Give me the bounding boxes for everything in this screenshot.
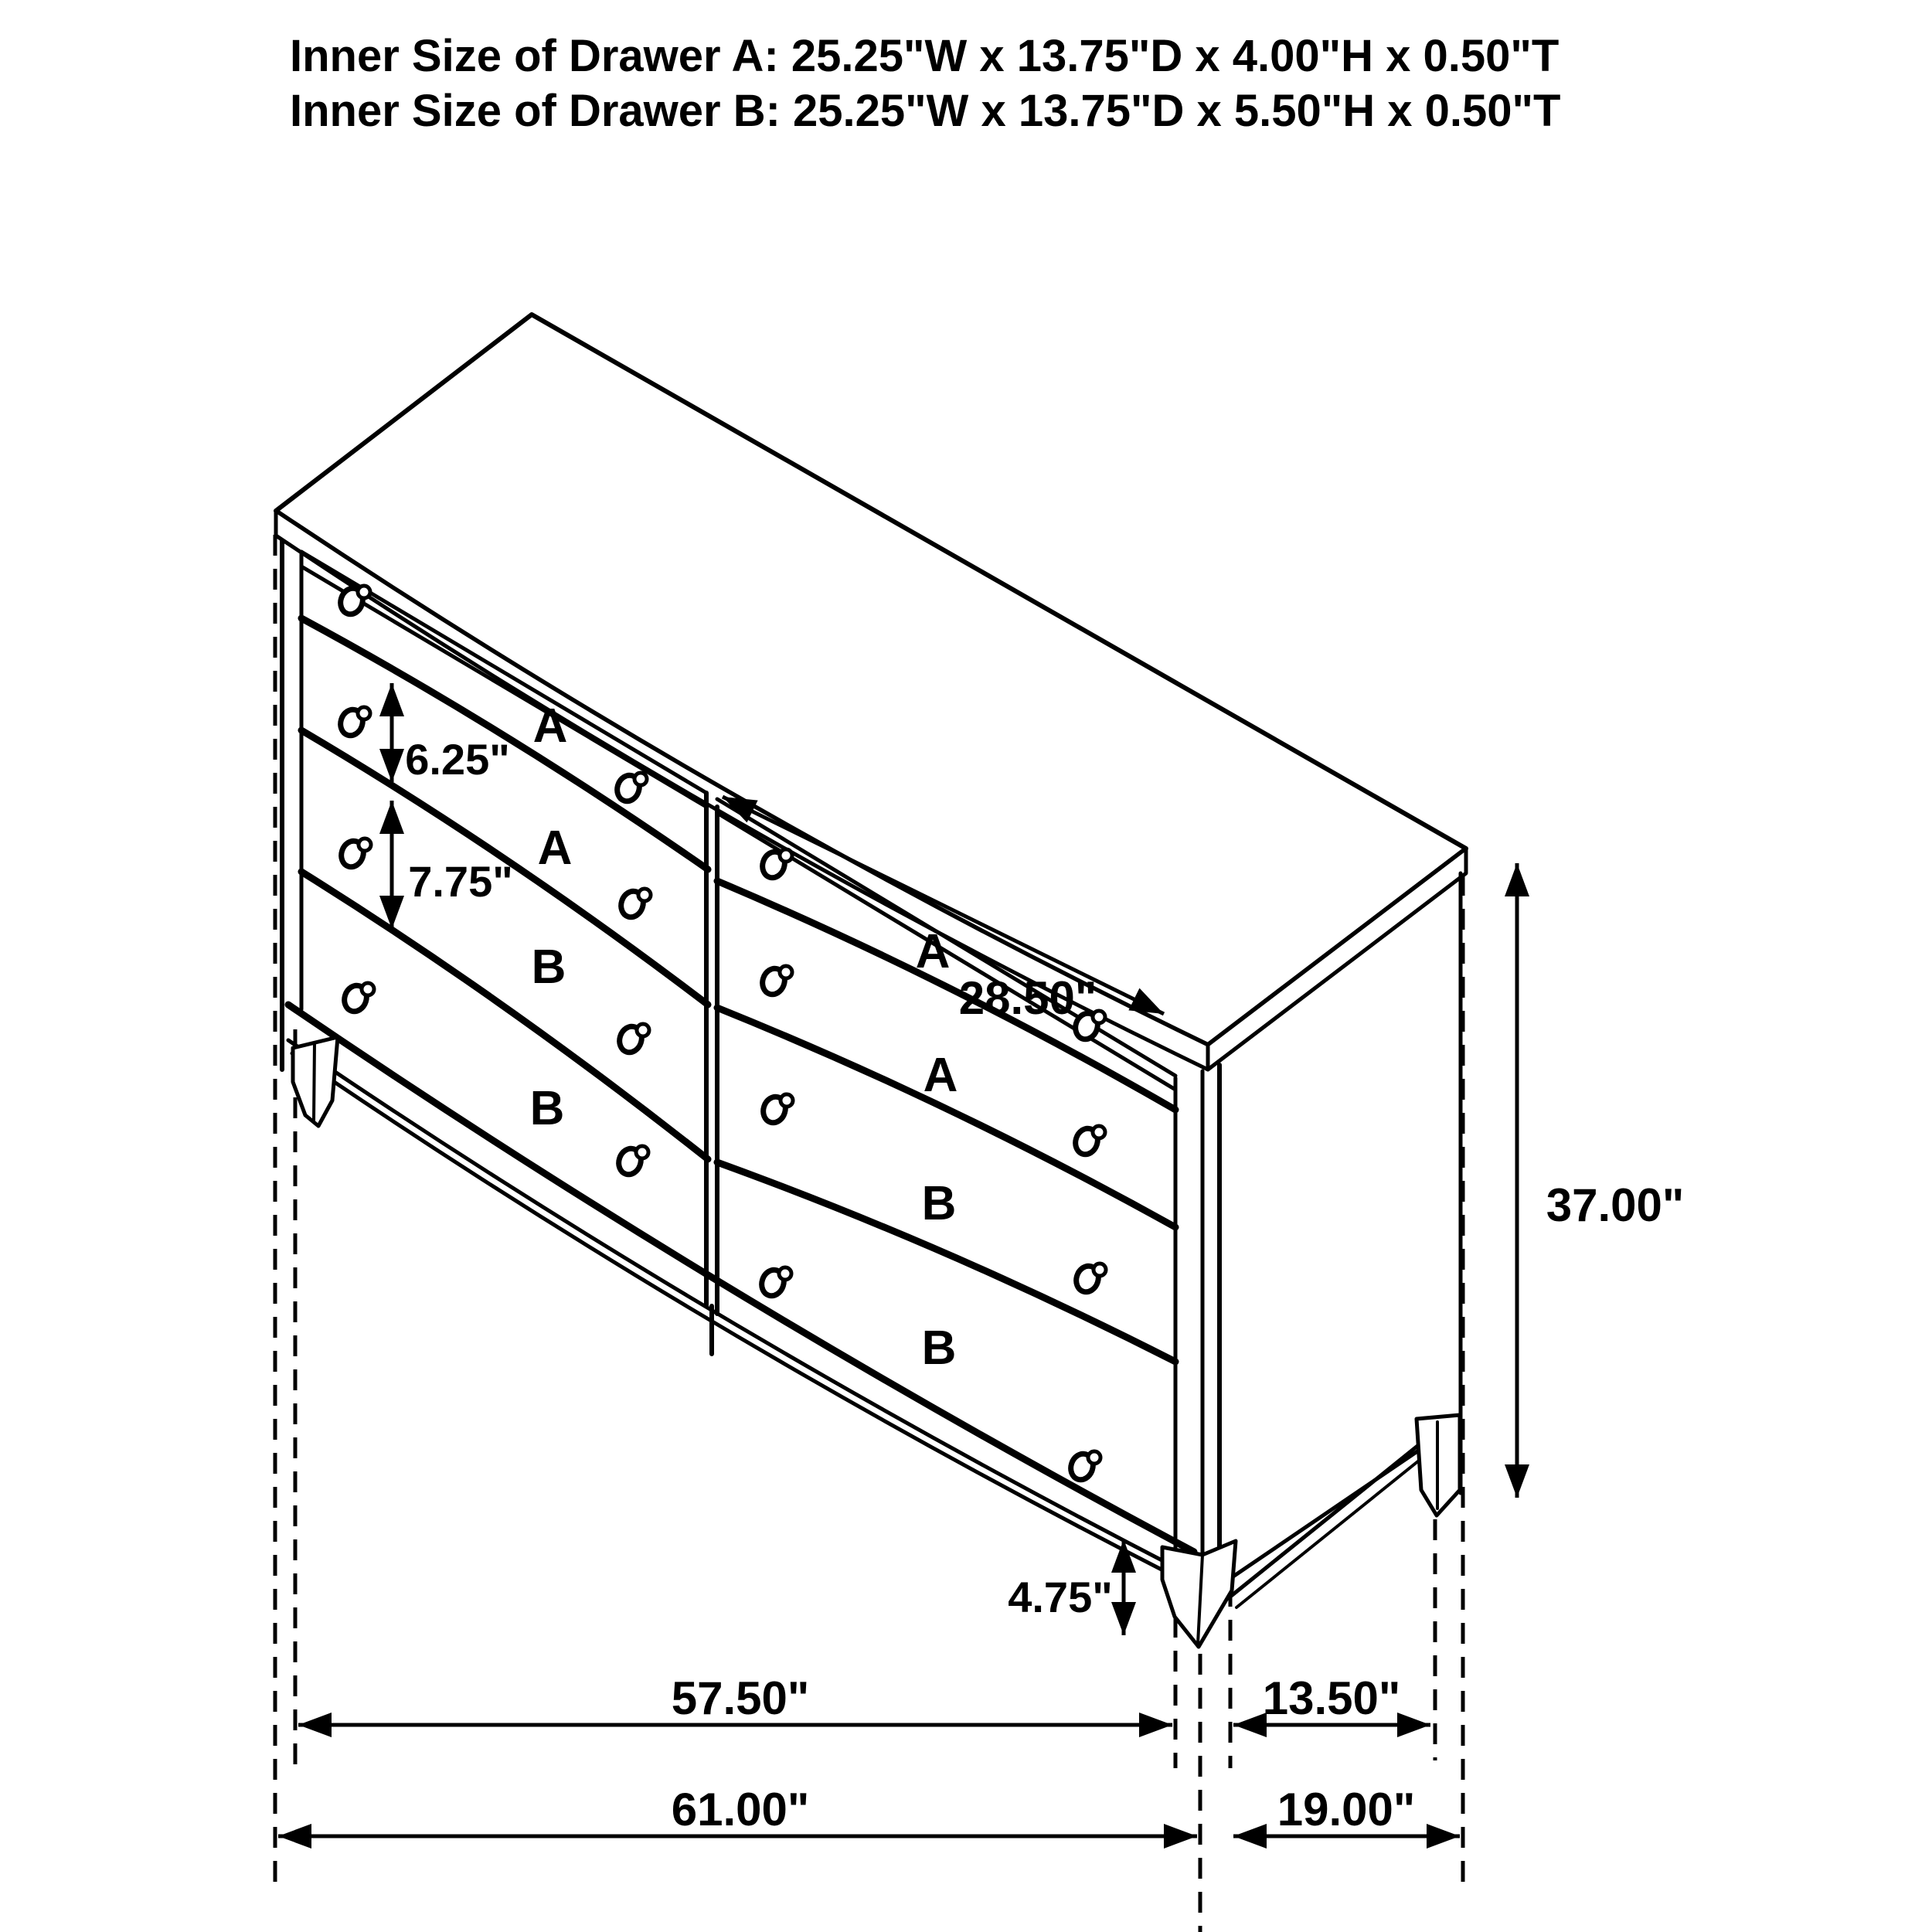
dimension-label: 4.75" bbox=[1008, 1573, 1113, 1621]
dimension-label: 19.00" bbox=[1277, 1784, 1416, 1835]
knob bbox=[760, 1094, 793, 1126]
dimension-label: 6.25" bbox=[405, 735, 510, 784]
front-base-rail-top bbox=[288, 1005, 1194, 1552]
dimension-label: 61.00" bbox=[671, 1784, 810, 1835]
dimension-label: 57.50" bbox=[671, 1672, 810, 1724]
dimension-label: 37.00" bbox=[1546, 1179, 1685, 1231]
knob bbox=[759, 966, 792, 998]
knob bbox=[1073, 1264, 1106, 1295]
dimension-side-leg-span bbox=[1233, 1672, 1430, 1725]
right-base-rail-top bbox=[1230, 1440, 1424, 1597]
knob bbox=[758, 1267, 791, 1299]
right-base-rail-bottom bbox=[1236, 1461, 1419, 1607]
drawer-letter-right-2: A bbox=[923, 1049, 958, 1102]
dimension-overall-height bbox=[1517, 863, 1684, 1498]
dimension-overall-depth bbox=[1233, 1784, 1460, 1836]
drawer-letter-right-3: B bbox=[921, 1177, 957, 1230]
dresser-top-surface bbox=[276, 315, 1466, 1045]
drawer-separator-left-3 bbox=[301, 872, 708, 1159]
knob bbox=[614, 773, 647, 804]
knob bbox=[338, 838, 371, 870]
dimension-label: 28.50" bbox=[958, 972, 1097, 1024]
drawer-letter-left-3: B bbox=[531, 940, 566, 994]
drawer-letter-right-4: B bbox=[921, 1321, 957, 1375]
drawer-column-divider bbox=[706, 793, 717, 1354]
dimension-label: 13.50" bbox=[1262, 1672, 1401, 1724]
dimension-drawer-a-height bbox=[392, 683, 510, 784]
knob bbox=[617, 889, 651, 920]
knob bbox=[616, 1024, 649, 1056]
knob bbox=[341, 983, 374, 1015]
knob bbox=[1067, 1451, 1100, 1483]
case-right-corner-stile bbox=[1175, 1071, 1202, 1586]
dimension-front-leg-span bbox=[298, 1672, 1172, 1725]
title-block bbox=[290, 31, 1560, 136]
title-line-1: Inner Size of Drawer A: 25.25"W x 13.75"D x 4.00"H x 0.50"T bbox=[290, 31, 1560, 81]
front-left-leg bbox=[293, 1037, 338, 1126]
knob bbox=[337, 707, 370, 739]
knob bbox=[615, 1146, 648, 1178]
back-right-leg bbox=[1417, 1415, 1460, 1515]
dimension-drawer-b-height bbox=[392, 801, 513, 929]
drawer-letter-left-4: B bbox=[529, 1082, 565, 1135]
knob bbox=[759, 849, 792, 881]
dresser-drawing bbox=[276, 315, 1466, 1647]
title-line-2: Inner Size of Drawer B: 25.25"W x 13.75"D x 5.50"H x 0.50"T bbox=[290, 86, 1561, 136]
dimension-overall-width bbox=[278, 1784, 1197, 1836]
dimension-label: 7.75" bbox=[408, 857, 513, 906]
front-right-leg bbox=[1162, 1541, 1236, 1647]
dimension-leg-height bbox=[1008, 1539, 1124, 1635]
knob bbox=[1072, 1126, 1105, 1158]
drawer-letter-right-1: A bbox=[915, 925, 951, 978]
drawer-letter-left-1: A bbox=[532, 699, 568, 753]
front-left-leg-taper-line bbox=[314, 1043, 315, 1121]
drawer-letter-left-2: A bbox=[537, 821, 573, 875]
